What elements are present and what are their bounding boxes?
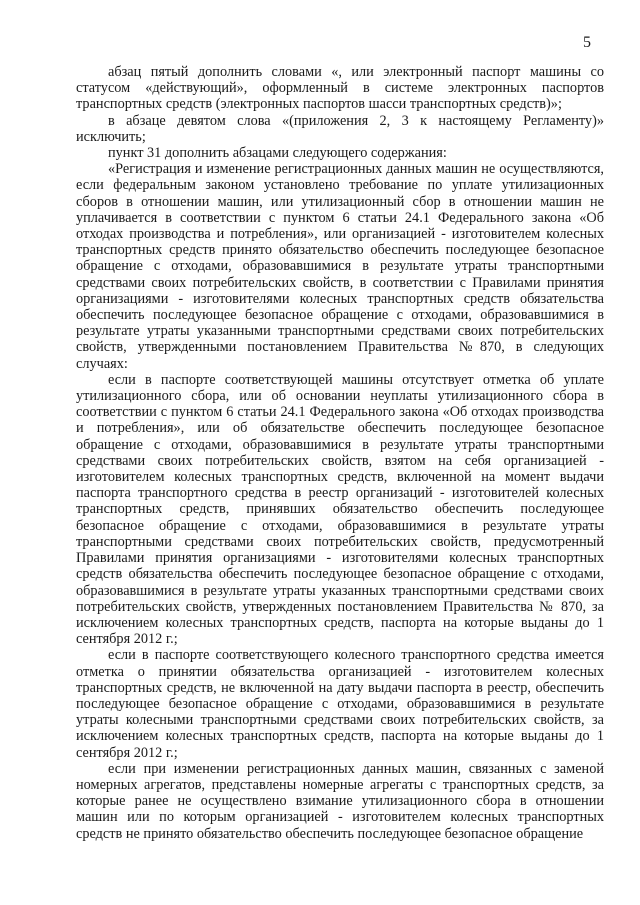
paragraph: если в паспорте соответствующей машины отсутствует отметка об уплате утилизационного сбора, или об основании неуплаты утилизационного сбора в соответствии с пунктом 6 статьи 24.1 Федерального закона «Об отходах производства и потребления», или об обязательстве обеспечить последующее безопасное обращение с отходами, образовавшимися в результате утраты транспортными средствами своих потребительских свойств, взятом на себя организацией - изготовителем колесных транспортных средств, включенной на момент выдачи паспорта транспортного средства в реестр организаций - изготовителей колесных транспортных средств, принявших обязательство обеспечить последующее безопасное обращение с отходами, образовавшимися в результате утраты транспортными средствами своих потребительских свойств, предусмотренный Правилами принятия организациями - изготовителями колесных транспортных средств обязательства обеспечить последующее безопасное обращение с отходами, образовавшимися в результате утраты указанных транспортными средствами своих потребительских свойств, утвержденных постановлением Правительства № 870, за исключением колесных транспортных средств, паспорта на которые выданы до 1 сентября 2012 г.; — [76, 371, 604, 648]
paragraph: пункт 31 дополнить абзацами следующего содержания: — [108, 145, 447, 162]
paragraph: «Регистрация и изменение регистрационных данных машин не осуществляются, если федеральным законом установлено требование по уплате утилизационных сборов в отношении машин, или утилизационный сбор в отношении машин не уплачивается в соответствии с пунктом 6 статьи 24.1 Федерального закона «Об отходах производства и потребления», или организацией - изготовителем колесных транспортных средств принято обязательство обеспечить последующее безопасное обращение с отходами, образовавшимися в результате утраты транспортными средствами своих потребительских свойств, в соответствии с Правилами принятия организациями - изготовителями колесных транспортных средств обязательства обеспечить последующее безопасное обращение с отходами, образовавшимися в результате утраты указанными транспортными средствами своих потребительских свойств, утвержденными постановлением Правительства №870, в следующих случаях: — [76, 161, 604, 372]
paragraph: абзац пятый дополнить словами «, или электронный паспорт машины со статусом «действующий», оформленный в системе электронных паспортов транспортных средств (электронных паспортов шасси транспортных средств)»; — [76, 64, 604, 113]
paragraph: если при изменении регистрационных данных машин, связанных с заменой номерных агрегатов, представлены номерные агрегаты с транспортных средств, за которые ранее не осуществлено взимание утилизационного сбора в отношении машин или по которым организацией - изготовителем колесных транспортных средств не принято обязательство обеспечить последующее безопасное обращение — [76, 760, 604, 842]
paragraph: в абзаце девятом слова «(приложения 2, 3 к настоящему Регламенту)» исключить; — [76, 112, 604, 145]
page-number: 5 — [583, 34, 591, 51]
document-body — [76, 64, 604, 842]
paragraph: если в паспорте соответствующего колесного транспортного средства имеется отметка о принятии обязательства организацией - изготовителем колесных транспортных средств, не включенной на дату выдачи паспорта в реестр, обеспечить последующее безопасное обращение с отходами, образовавшимися в результате утраты колесными транспортными средствами своих потребительских свойств, за исключением колесных транспортных средств, паспорта на которые выданы до 1 сентября 2012 г.; — [76, 647, 604, 761]
